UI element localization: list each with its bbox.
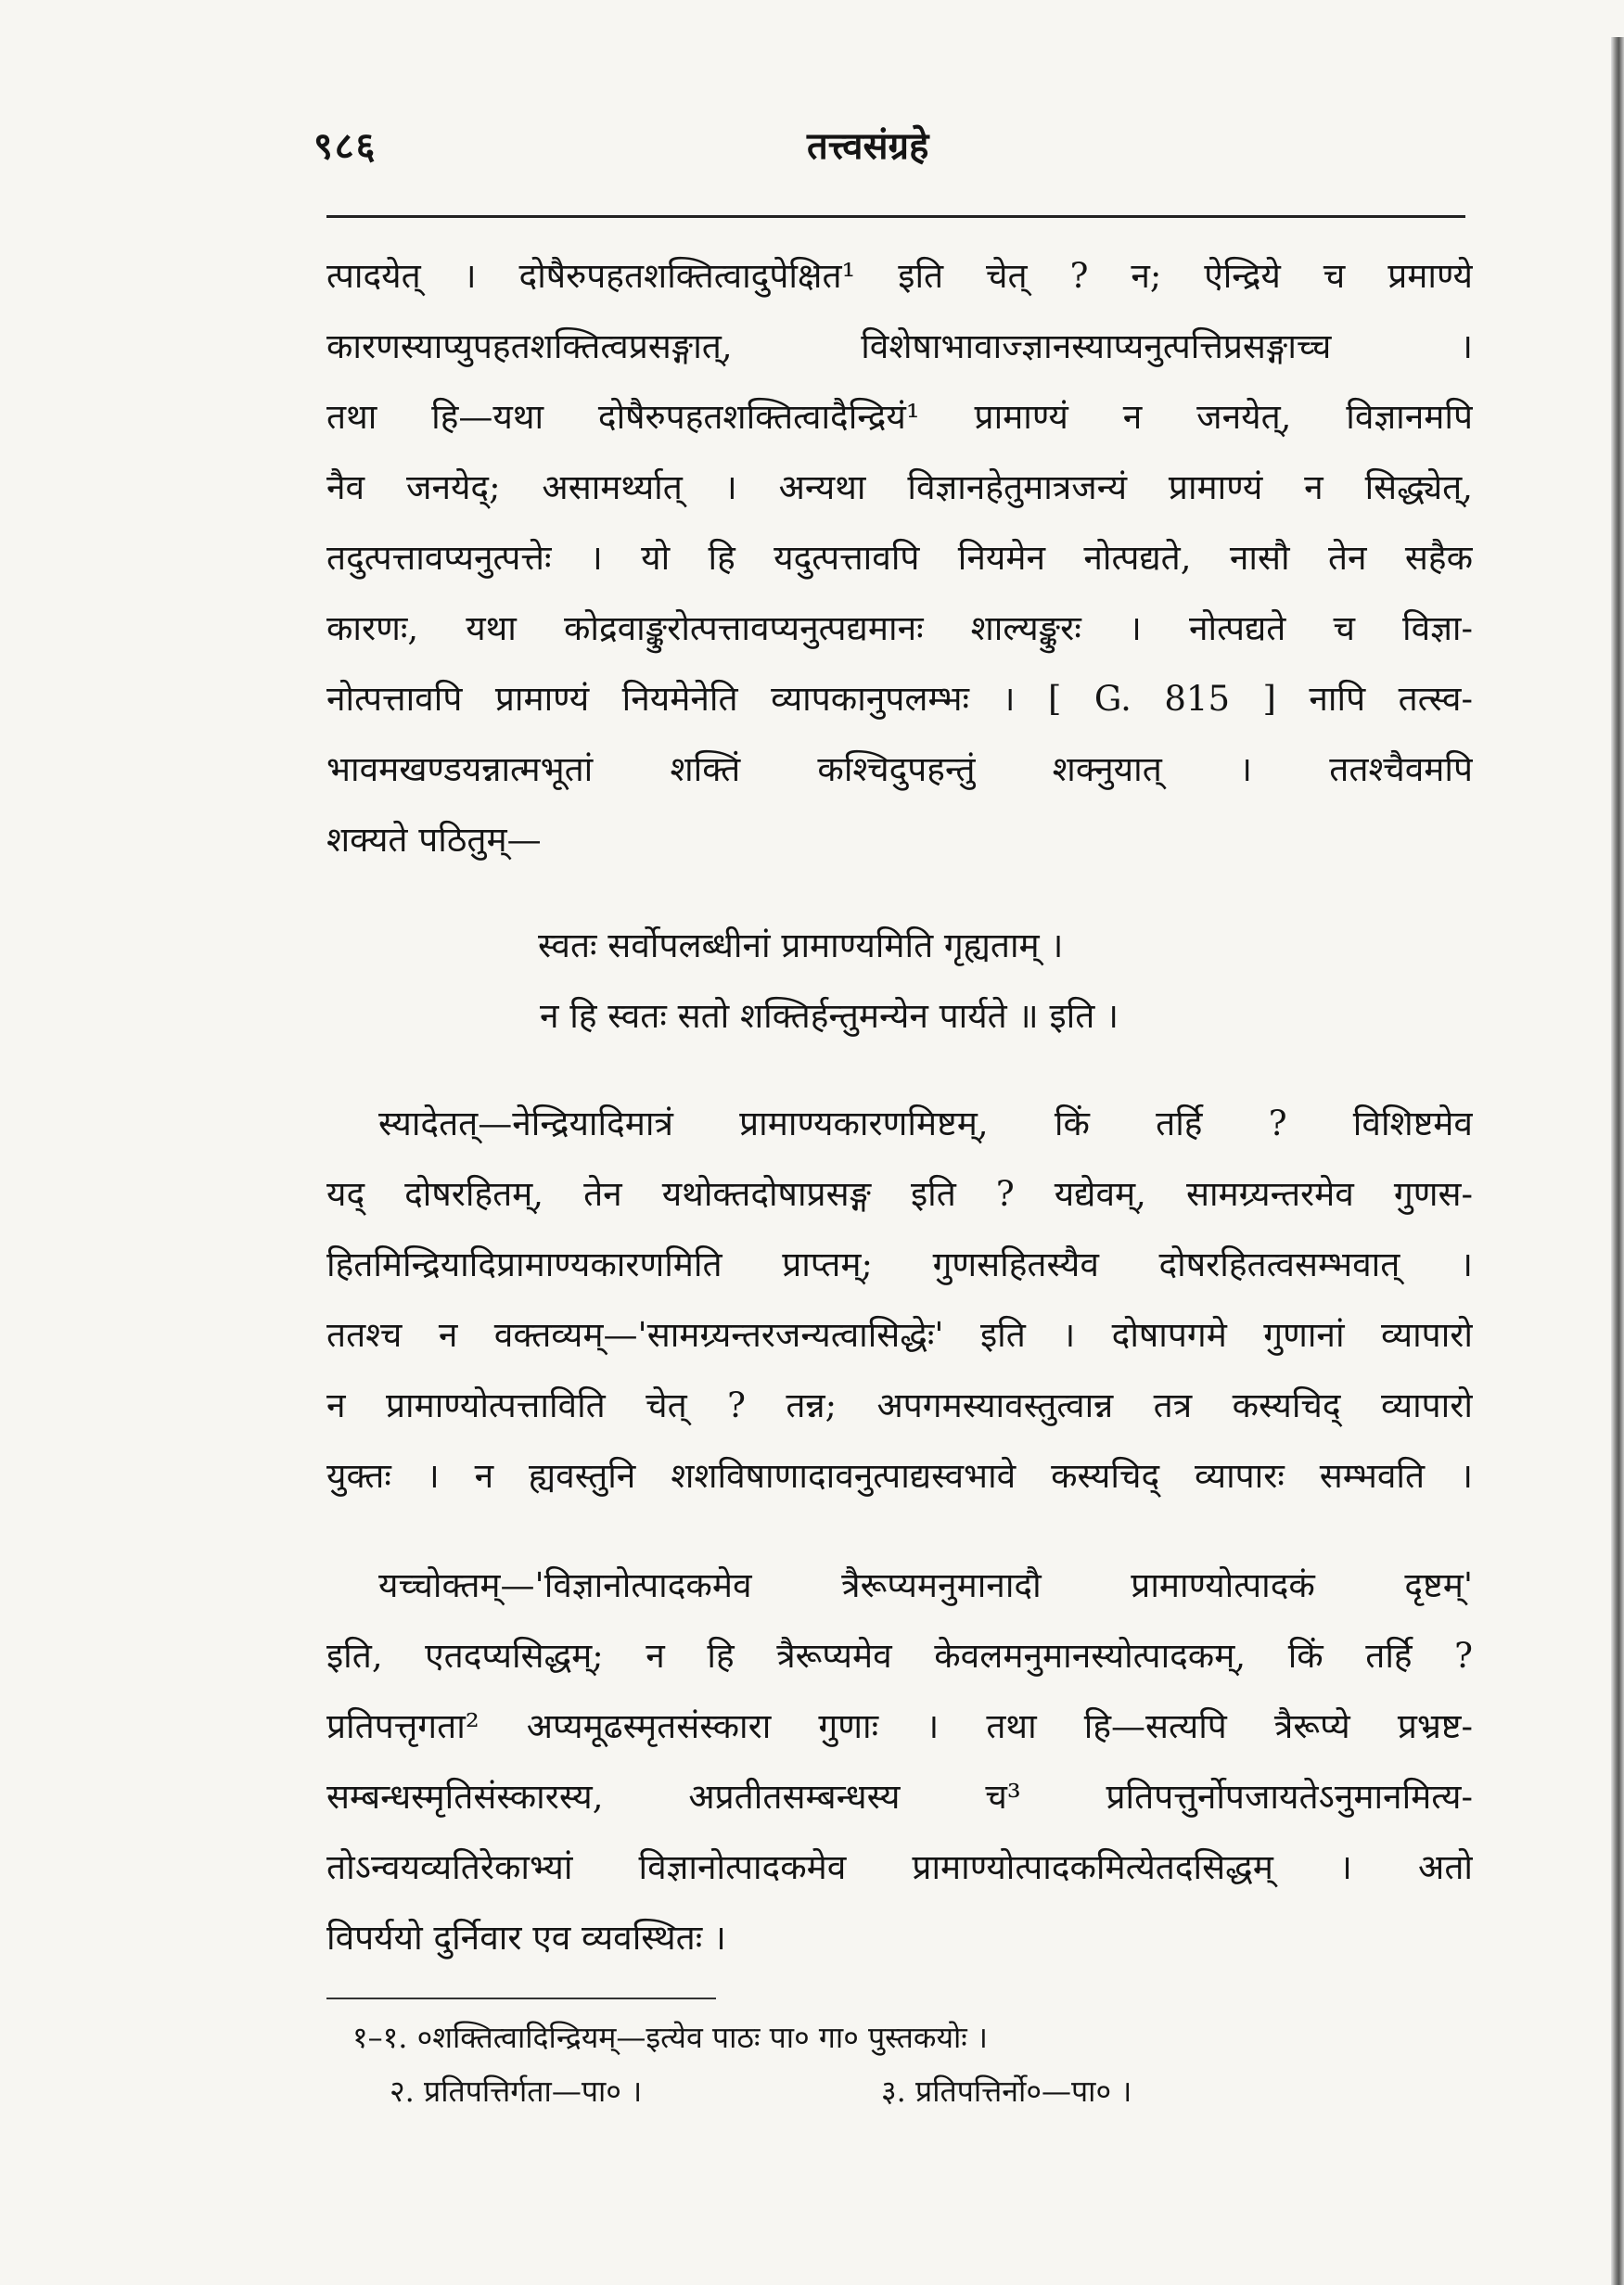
verse-line: न हि स्वतः सतो शक्तिर्हन्तुमन्येन पार्यते ॥ इति । <box>540 996 1119 1036</box>
paragraph-line: हितमिन्द्रियादिप्रामाण्यकारणमिति प्राप्तम्; गुणसहितस्यैव दोषरहितत्वसम्भवात् । <box>326 1245 1473 1284</box>
paragraph-line: नोत्पत्तावपि प्रामाण्यं नियमेनेति व्यापकानुपलम्भः । [ G. 815 ] नापि तत्स्व- <box>326 679 1473 719</box>
paragraph-line: विपर्ययो दुर्निवार एव व्यवस्थितः । <box>326 1918 726 1958</box>
footnote-rule <box>326 1998 716 1999</box>
header-rule <box>326 215 1465 218</box>
paragraph-line: न प्रामाण्योत्पत्ताविति चेत् ? तन्न; अपगमस्यावस्तुत्वान्न तत्र कस्यचिद् व्यापारो <box>326 1385 1473 1425</box>
paragraph-line: नैव जनयेद्; असामर्थ्यात् । अन्यथा विज्ञानहेतुमात्रजन्यं प्रामाण्यं न सिद्ध्येत्, <box>326 467 1473 507</box>
paragraph-line: भावमखण्डयन्नात्मभूतां शक्तिं कश्चिदुपहन्तुं शक्नुयात् । ततश्चैवमपि <box>326 749 1473 789</box>
verse-line: स्वतः सर्वोपलब्धीनां प्रामाण्यमिति गृह्यताम् । <box>538 925 1064 965</box>
running-head: तत्त्वसंग्रहे <box>807 124 929 168</box>
binding-edge <box>1611 37 1624 2285</box>
paragraph-line: स्यादेतत्—नेन्द्रियादिमात्रं प्रामाण्यकारणमिष्टम्, किं तर्हि ? विशिष्टमेव <box>378 1104 1473 1143</box>
paragraph-line: त्पादयेत् । दोषैरुपहतशक्तित्वादुपेक्षित¹ इति चेत् ? न; ऐन्द्रिये च प्रमाण्ये <box>326 256 1473 296</box>
paragraph-line: कारणस्याप्युपहतशक्तित्वप्रसङ्गात्, विशेषाभावाज्ज्ञानस्याप्यनुत्पत्तिप्रसङ्गाच्च । <box>326 326 1473 366</box>
footnote: ३. प्रतिपत्तिर्नो०—पा० । <box>881 2074 1132 2109</box>
paragraph-line: यद् दोषरहितम्, तेन यथोक्तदोषाप्रसङ्ग इति ? यद्येवम्, सामग्र्यन्तरमेव गुणस- <box>326 1174 1473 1214</box>
paragraph-line: सम्बन्धस्मृतिसंस्कारस्य, अप्रतीतसम्बन्धस्य च³ प्रतिपत्तुर्नोपजायतेऽनुमानमित्य- <box>326 1777 1473 1817</box>
paragraph-line: तोऽन्वयव्यतिरेकाभ्यां विज्ञानोत्पादकमेव प्रामाण्योत्पादकमित्येतदसिद्धम् । अतो <box>326 1847 1473 1887</box>
paragraph-line: यच्चोक्तम्—'विज्ञानोत्पादकमेव त्रैरूप्यमनुमानादौ प्रामाण्योत्पादकं दृष्टम्' <box>378 1565 1473 1605</box>
footnote: १–१. ०शक्तित्वादिन्द्रियम्—इत्येव पाठः पा० गा० पुस्तकयोः । <box>352 2020 989 2055</box>
paragraph-line: तदुत्पत्तावप्यनुत्पत्तेः । यो हि यदुत्पत्तावपि नियमेन नोत्पद्यते, नासौ तेन सहैक <box>326 538 1473 578</box>
paragraph-line: युक्तः । न ह्यवस्तुनि शशविषाणादावनुत्पाद्यस्वभावे कस्यचिद् व्यापारः सम्भवति । <box>326 1456 1473 1496</box>
paragraph-line: तथा हि—यथा दोषैरुपहतशक्तित्वादैन्द्रियं¹ प्रामाण्यं न जनयेत्, विज्ञानमपि <box>326 397 1473 437</box>
footnote: २. प्रतिपत्तिर्गता—पा० । <box>390 2074 643 2109</box>
paragraph-line: कारणः, यथा कोद्रवाङ्कुरोत्पत्तावप्यनुत्पद्यमानः शाल्यङ्कुरः । नोत्पद्यते च विज्ञा- <box>326 608 1473 648</box>
page-number: ९८६ <box>313 124 377 168</box>
paragraph-line: प्रतिपत्तृगता² अप्यमूढस्मृतसंस्कारा गुणाः । तथा हि—सत्यपि त्रैरूप्ये प्रभ्रष्ट- <box>326 1706 1473 1746</box>
paragraph-line: इति, एतदप्यसिद्धम्; न हि त्रैरूप्यमेव केवलमनुमानस्योत्पादकम्, किं तर्हि ? <box>326 1636 1473 1676</box>
paragraph-line: शक्यते पठितुम्— <box>326 820 542 860</box>
paragraph-line: ततश्च न वक्तव्यम्—'सामग्र्यन्तरजन्यत्वासिद्धेः' इति । दोषापगमे गुणानां व्यापारो <box>326 1315 1473 1355</box>
